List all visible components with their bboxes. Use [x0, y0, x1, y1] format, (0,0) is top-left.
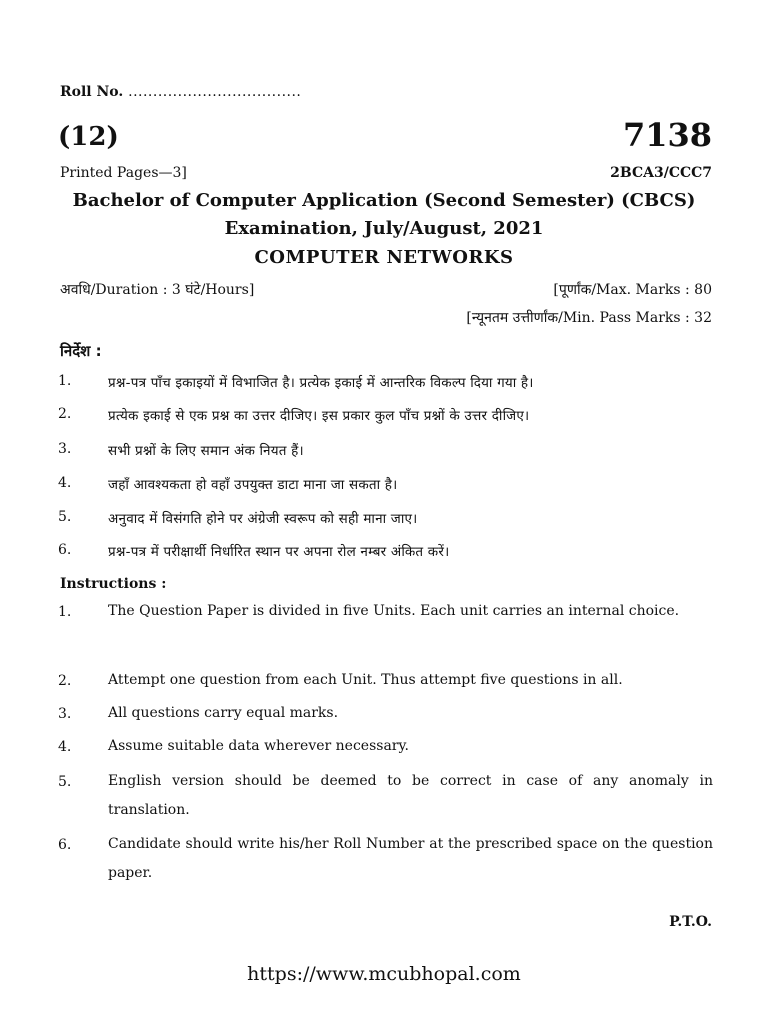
item-number: 3.	[58, 706, 72, 722]
exam-session: Examination, July/August, 2021	[224, 218, 544, 239]
please-turn-over: P.T.O.	[669, 914, 712, 930]
item-text: अनुवाद में विसंगति होने पर अंग्रेजी स्वरूप को सही माना जाए।	[108, 511, 418, 527]
item-text: The Question Paper is divided in five Units. Each unit carries an internal choice.	[108, 603, 680, 619]
item-text: English version should be deemed to be correct in case of any anomaly in translation.	[108, 773, 713, 818]
roll-number-field	[60, 84, 301, 100]
item-number: 6.	[58, 542, 72, 558]
item-text: Candidate should write his/her Roll Number at the prescribed space on the question paper.	[108, 836, 713, 881]
hindi-instruction-item	[0, 406, 768, 430]
item-number: 5.	[58, 774, 72, 790]
website-url: https://www.mcubhopal.com	[247, 963, 521, 985]
item-text: जहाँ आवश्यकता हो वहाँ उपयुक्त डाटा माना जा सकता है।	[108, 477, 398, 493]
item-text: Attempt one question from each Unit. Thus attempt five questions in all.	[108, 672, 623, 688]
hindi-instructions-heading: निर्देश :	[60, 342, 102, 360]
item-number: 4.	[58, 475, 72, 491]
item-text: All questions carry equal marks.	[108, 705, 339, 721]
min-pass-marks: [न्यूनतम उत्तीर्णांक/Min. Pass Marks : 32	[466, 310, 712, 326]
item-number: 6.	[58, 837, 72, 853]
hindi-instruction-item	[0, 509, 768, 533]
item-text: प्रत्येक इकाई से एक प्रश्न का उत्तर दीजिए। इस प्रकार कुल पाँच प्रश्नों के उत्तर दीजिए।	[108, 408, 530, 424]
item-text: Assume suitable data wherever necessary.	[108, 738, 409, 754]
item-number: 1.	[58, 373, 72, 389]
roll-number-blank: ...................................	[128, 84, 302, 100]
set-number: (12)	[58, 122, 119, 152]
item-number: 3.	[58, 441, 72, 457]
printed-pages: Printed Pages—3]	[60, 165, 187, 181]
hindi-instruction-item	[0, 373, 768, 397]
instructions-heading: Instructions :	[60, 576, 167, 592]
duration: अवधि/Duration : 3 घंटे/Hours]	[60, 282, 255, 298]
hindi-instruction-item	[0, 475, 768, 499]
hindi-instruction-item	[0, 441, 768, 465]
item-number: 4.	[58, 739, 72, 755]
paper-code: 7138	[622, 116, 712, 154]
max-marks: [पूर्णांक/Max. Marks : 80	[553, 282, 712, 298]
degree-title: Bachelor of Computer Application (Second Semester) (CBCS)	[72, 190, 696, 211]
item-text: प्रश्न-पत्र में परीक्षार्थी निर्धारित स्थान पर अपना रोल नम्बर अंकित करें।	[108, 544, 450, 560]
item-text: प्रश्न-पत्र पाँच इकाइयों में विभाजित है। प्रत्येक इकाई में आन्तरिक विकल्प दिया गया है।	[108, 375, 534, 391]
subject-title: COMPUTER NETWORKS	[254, 247, 514, 268]
item-number: 5.	[58, 509, 72, 525]
hindi-instruction-item	[0, 542, 768, 566]
item-text: सभी प्रश्नों के लिए समान अंक नियत हैं।	[108, 443, 304, 459]
item-number: 2.	[58, 673, 72, 689]
item-number: 2.	[58, 406, 72, 422]
course-code: 2BCA3/CCC7	[610, 165, 712, 181]
item-number: 1.	[58, 604, 72, 620]
roll-number-label: Roll No.	[60, 84, 124, 100]
